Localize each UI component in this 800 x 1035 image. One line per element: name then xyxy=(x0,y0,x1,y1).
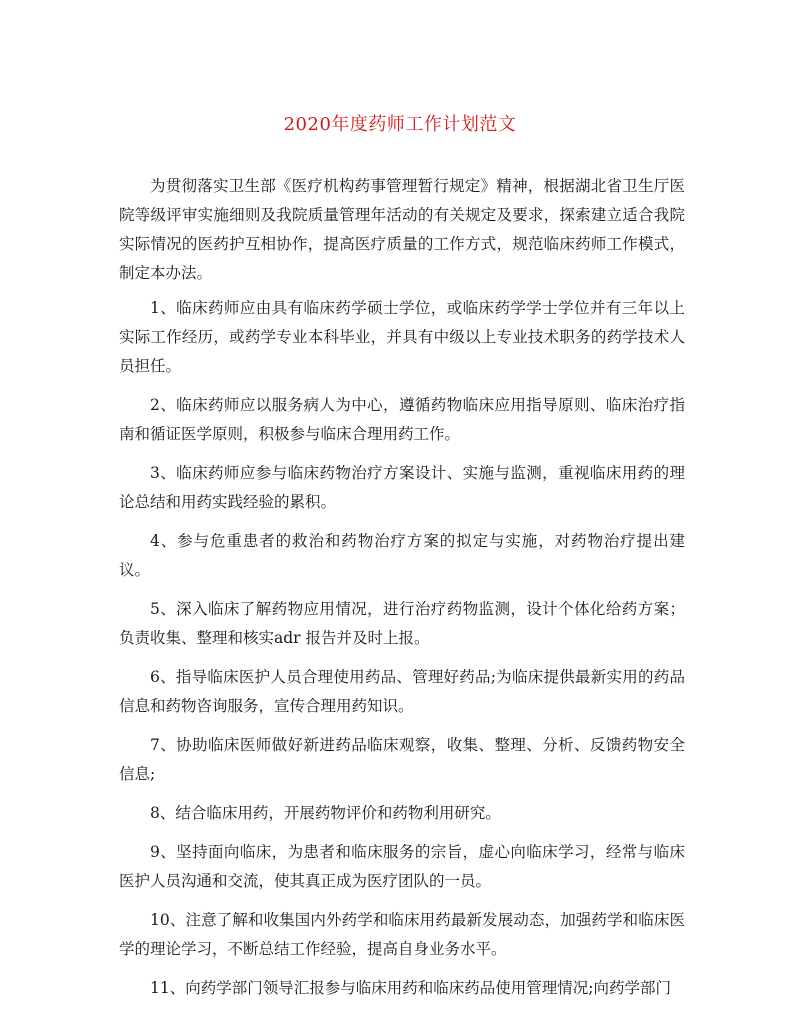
paragraph-item-4: 4、参与危重患者的救治和药物治疗方案的拟定与实施，对药物治疗提出建议。 xyxy=(119,532,685,579)
document-body xyxy=(119,172,685,1013)
paragraph-item-8: 8、结合临床用药，开展药物评价和药物利用研究。 xyxy=(150,804,501,822)
paragraph-item-2: 2、临床药师应以服务病人为中心，遵循药物临床应用指导原则、临床治疗指南和循证医学原则，积极参与临床合理用药工作。 xyxy=(119,396,685,443)
paragraph-item-7: 7、协助临床医师做好新进药品临床观察，收集、整理、分析、反馈药物安全信息; xyxy=(119,736,685,783)
paragraph-item-3: 3、临床药师应参与临床药物治疗方案设计、实施与监测，重视临床用药的理论总结和用药实践经验的累积。 xyxy=(119,464,685,511)
paragraph-item-6: 6、指导临床医护人员合理使用药品、管理好药品;为临床提供最新实用的药品信息和药物咨询服务，宣传合理用药知识。 xyxy=(119,668,685,715)
paragraph-item-1: 1、临床药师应由具有临床药学硕士学位，或临床药学学士学位并有三年以上实际工作经历，或药学专业本科毕业，并具有中级以上专业技术职务的药学技术人员担任。 xyxy=(119,299,685,375)
paragraph-item-5: 5、深入临床了解药物应用情况，进行治疗药物监测，设计个体化给药方案；负责收集、整理和核实adr 报告并及时上报。 xyxy=(119,600,685,647)
paragraph-item-11: 11、向药学部门领导汇报参与临床用药和临床药品使用管理情况;向药学部门 xyxy=(150,979,671,997)
paragraph-item-10: 10、注意了解和收集国内外药学和临床用药最新发展动态，加强药学和临床医学的理论学习，不断总结工作经验，提高自身业务水平。 xyxy=(119,911,685,958)
document-title: 2020年度药师工作计划范文 xyxy=(283,114,517,135)
intro-paragraph: 为贯彻落实卫生部《医疗机构药事管理暂行规定》精神，根据湖北省卫生厅医院等级评审实施细则及我院质量管理年活动的有关规定及要求，探索建立适合我院实际情况的医药护互相协作，提高医疗质量的工作方式，规范临床药师工作模式，制定本办法。 xyxy=(119,177,685,282)
paragraph-item-9: 9、坚持面向临床，为患者和临床服务的宗旨，虚心向临床学习，经常与临床医护人员沟通和交流，使其真正成为医疗团队的一员。 xyxy=(119,843,685,890)
